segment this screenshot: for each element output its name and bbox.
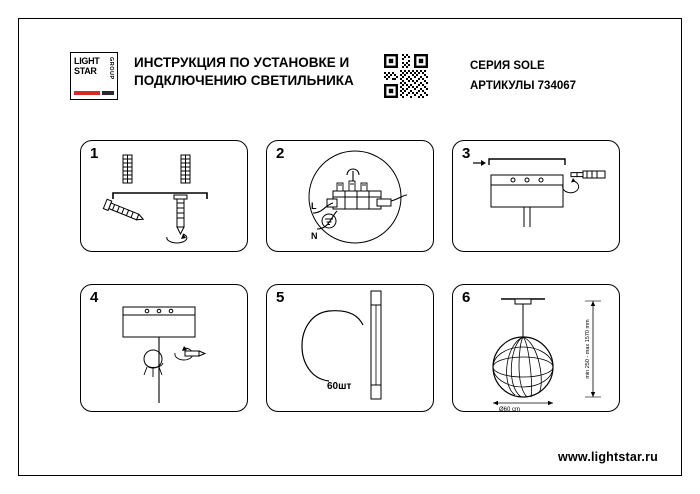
step-2-panel [266,140,434,252]
step-1-illustration [81,141,247,251]
qr-code-icon [382,52,430,100]
logo-wordmark [74,56,108,76]
step-3-number: 3 [462,145,471,162]
step-4-illustration [81,285,247,411]
logo-dark-bar [102,91,114,95]
step-1-panel [80,140,248,252]
step-4-panel [80,284,248,412]
step-5-quantity-label: 60шт [327,381,352,392]
logo-line-1: LIGHT [74,56,100,66]
step-6-number: 6 [462,289,471,306]
title-line-2: ПОДКЛЮЧЕНИЮ СВЕТИЛЬНИКА [134,73,354,88]
step-1-number: 1 [90,145,99,162]
lightstar-logo [70,52,118,100]
logo-line-2: STAR [74,66,97,76]
step-4-number: 4 [90,289,99,306]
series-info [470,56,690,96]
document-header [70,52,630,108]
title-line-1: ИНСТРУКЦИЯ ПО УСТАНОВКЕ И [134,55,350,70]
step-6-diameter-label: Ø60 cm [499,407,521,413]
step-6-height-label: min 250 - max 1570 mm [585,319,591,379]
logo-group-text: GROUP [108,57,114,80]
step-5-panel [266,284,434,412]
step-6-illustration [453,285,619,411]
step-2-number: 2 [276,145,285,162]
step-2-label-N: N [311,231,318,241]
series-label: СЕРИЯ SOLE [470,60,545,72]
step-3-illustration [453,141,619,251]
step-5-number: 5 [276,289,285,306]
article-label: АРТИКУЛЫ 734067 [470,80,577,92]
step-2-label-L: L [311,201,317,211]
step-5-illustration [267,285,433,411]
step-2-illustration [267,141,433,251]
footer-website[interactable]: www.lightstar.ru [558,450,658,464]
page-title [134,54,384,90]
logo-accent-bar [74,91,100,95]
step-3-panel [452,140,620,252]
step-6-panel [452,284,620,412]
